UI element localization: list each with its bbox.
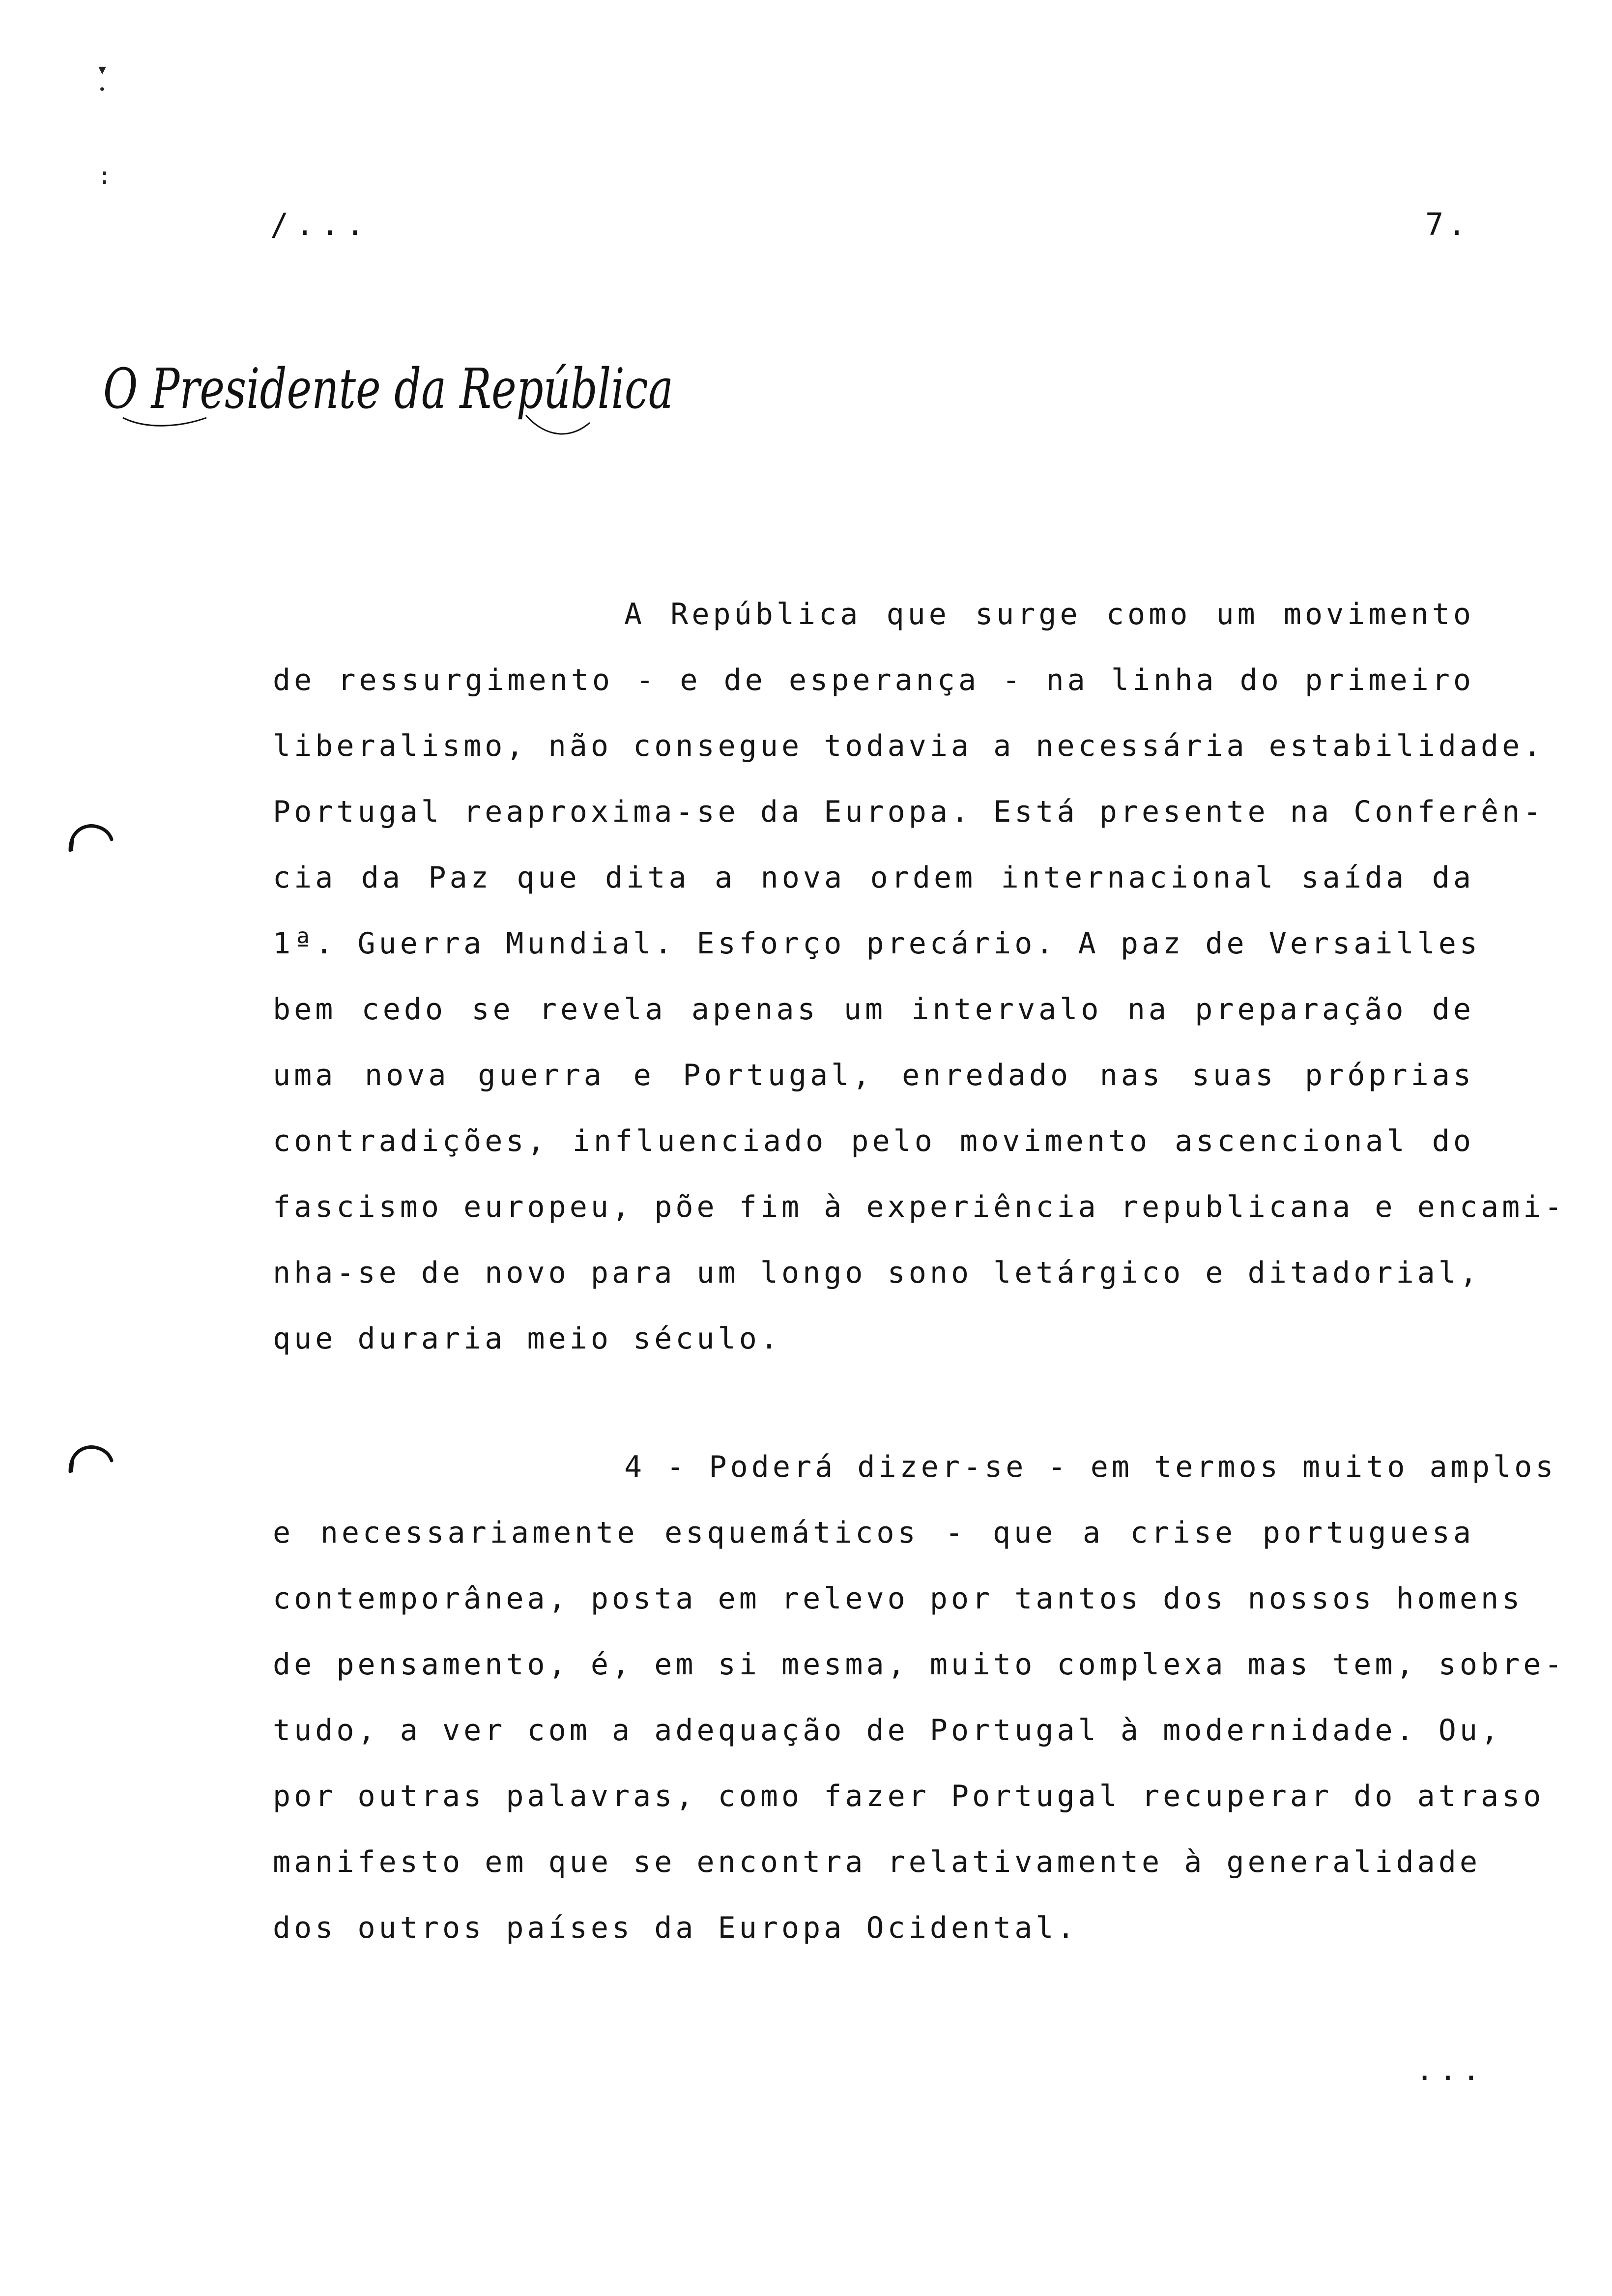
margin-mark-colon: : [97, 162, 112, 190]
text-line: 1ª. Guerra Mundial. Esforço precário. A paz de Versailles [273, 926, 1481, 961]
text-line: nha-se de novo para um longo sono letárgico e ditadorial, [273, 1256, 1481, 1290]
text-line: dos outros países da Europa Ocidental. [273, 1911, 1078, 1945]
text-line: de pensamento, é, em si mesma, muito complexa mas tem, sobre- [273, 1647, 1566, 1682]
paragraph-republic [273, 581, 1566, 1372]
margin-mark-dot: • [98, 83, 106, 97]
text-line: que duraria meio século. [273, 1321, 781, 1356]
svg-text:O Presidente da República: O Presidente da República [103, 357, 673, 421]
text-line: fascismo europeu, põe fim à experiência republicana e encami- [273, 1190, 1566, 1224]
text-line: cia da Paz que dita a nova ordem internacional saída da [273, 861, 1474, 895]
text-line: A República que surge como um movimento [624, 597, 1474, 631]
continuation-mark: /... [270, 206, 372, 242]
page-number: 7. [1425, 206, 1470, 242]
text-line: liberalismo, não consegue todavia a necessária estabilidade. [273, 729, 1545, 763]
text-line: contemporânea, posta em relevo por tantos dos nossos homens [273, 1581, 1524, 1616]
binder-hole-mark-upper [66, 820, 115, 854]
margin-mark-top: ▾ [96, 58, 109, 81]
text-line: 4 - Poderá dizer-se - em termos muito amplos [624, 1450, 1557, 1484]
letterhead-signature [103, 344, 693, 442]
text-line: por outras palavras, como fazer Portugal recuperar do atraso [273, 1779, 1545, 1813]
text-line: de ressurgimento - e de esperança - na linha do primeiro [273, 663, 1474, 697]
letterhead-script-image [103, 344, 693, 442]
text-line: bem cedo se revela apenas um intervalo na preparação de [273, 992, 1474, 1027]
text-line: e necessariamente esquemáticos - que a crise portuguesa [273, 1516, 1474, 1550]
text-line: contradições, influenciado pelo movimento ascencional do [273, 1124, 1474, 1158]
paragraph-section-4 [273, 1434, 1566, 1961]
text-line: tudo, a ver com a adequação de Portugal à modernidade. Ou, [273, 1713, 1502, 1748]
text-line: uma nova guerra e Portugal, enredado nas suas próprias [273, 1058, 1474, 1092]
binder-hole-mark-lower [66, 1441, 115, 1475]
text-line: Portugal reaproxima-se da Europa. Está presente na Conferên- [273, 795, 1545, 829]
text-line: manifesto em que se encontra relativamente à generalidade [273, 1845, 1481, 1879]
continuation-footer: ... [1415, 2052, 1485, 2088]
